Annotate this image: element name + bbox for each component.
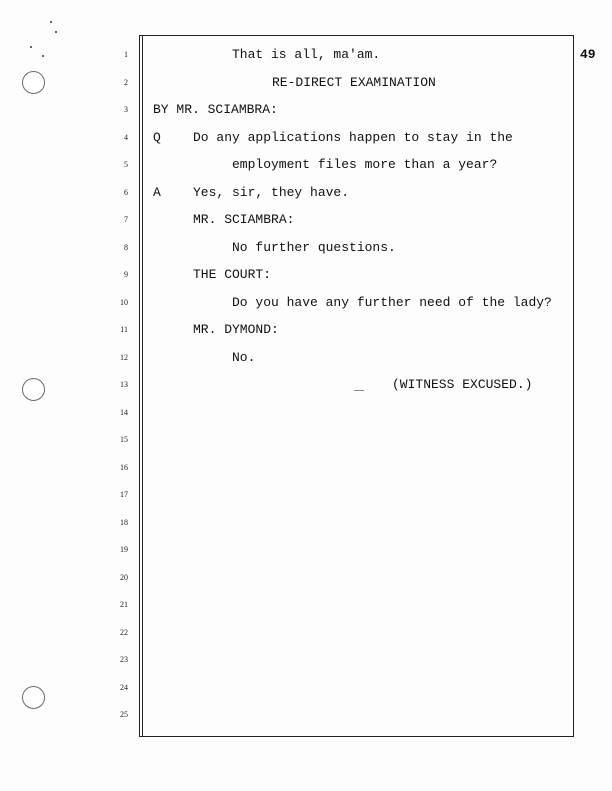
line-number: 3 — [124, 105, 128, 114]
transcript-line — [0, 509, 612, 536]
line-number: 17 — [120, 490, 128, 499]
line-text: That is all, ma'am. — [232, 47, 381, 62]
transcript-line — [0, 619, 612, 646]
scan-speck — [55, 31, 57, 33]
line-number: 20 — [120, 572, 128, 582]
transcript-line — [0, 151, 612, 178]
transcript-line — [0, 316, 612, 343]
transcript-line — [0, 344, 612, 371]
transcript-line — [0, 261, 612, 288]
transcript-line — [0, 41, 612, 68]
transcript-line — [0, 564, 612, 591]
transcript-line — [0, 234, 612, 261]
line-text: No. — [232, 349, 256, 365]
witness-excused-note: (WITNESS EXCUSED.) — [392, 377, 533, 392]
line-text: employment files more than a year? — [232, 157, 498, 172]
question-label: Q — [153, 129, 161, 145]
line-number: 5 — [124, 160, 128, 169]
transcript-line — [0, 96, 612, 123]
line-text: Yes, sir, they have. — [193, 184, 350, 200]
transcript-line — [0, 426, 612, 453]
line-number: 25 — [120, 710, 128, 719]
line-number: 15 — [120, 435, 128, 444]
frame-bottom-rule — [139, 736, 574, 737]
transcript-line — [0, 289, 612, 316]
transcript-line — [0, 206, 612, 233]
examiner-line: BY MR. SCIAMBRA: — [153, 102, 278, 117]
scan-speck — [50, 21, 52, 23]
line-number: 16 — [120, 462, 128, 472]
line-text: Do you have any further need of the lady? — [232, 294, 552, 310]
line-number: 18 — [120, 517, 128, 527]
line-number: 11 — [120, 325, 128, 334]
line-number: 8 — [124, 242, 128, 252]
transcript-line — [0, 701, 612, 728]
transcript-line — [0, 179, 612, 206]
line-number: 13 — [120, 380, 128, 389]
line-number: 23 — [120, 655, 128, 664]
line-number: 9 — [124, 270, 128, 279]
line-number: 2 — [124, 77, 128, 87]
transcript-line — [0, 454, 612, 481]
transcript-line — [0, 371, 612, 398]
line-number: 22 — [120, 627, 128, 637]
line-number: 1 — [124, 50, 128, 59]
frame-top-rule — [139, 35, 574, 36]
answer-label: A — [153, 184, 161, 200]
line-number: 14 — [120, 407, 128, 417]
speaker-name: MR. SCIAMBRA: — [193, 212, 295, 227]
transcript-line — [0, 536, 612, 563]
transcript-line — [0, 646, 612, 673]
transcript-line — [0, 399, 612, 426]
transcript-line — [0, 591, 612, 618]
line-number: 4 — [124, 132, 128, 142]
speaker-name: THE COURT: — [193, 267, 272, 282]
line-number: 24 — [120, 682, 128, 692]
line-number: 10 — [120, 297, 128, 307]
line-number: 7 — [124, 215, 128, 224]
speaker-name: MR. DYMOND: — [193, 322, 279, 337]
transcript-line — [0, 674, 612, 701]
transcript-line — [0, 124, 612, 151]
transcript-line — [0, 69, 612, 96]
transcript-line — [0, 481, 612, 508]
line-number: 12 — [120, 352, 128, 362]
line-text: Do any applications happen to stay in the — [193, 129, 513, 145]
page-number: 49 — [580, 47, 596, 62]
line-number: 6 — [124, 187, 128, 197]
line-number: 21 — [120, 600, 128, 609]
line-number: 19 — [120, 545, 128, 554]
section-heading: RE-DIRECT EXAMINATION — [272, 74, 436, 90]
scan-artifact — [354, 390, 364, 391]
line-text: No further questions. — [232, 239, 396, 255]
